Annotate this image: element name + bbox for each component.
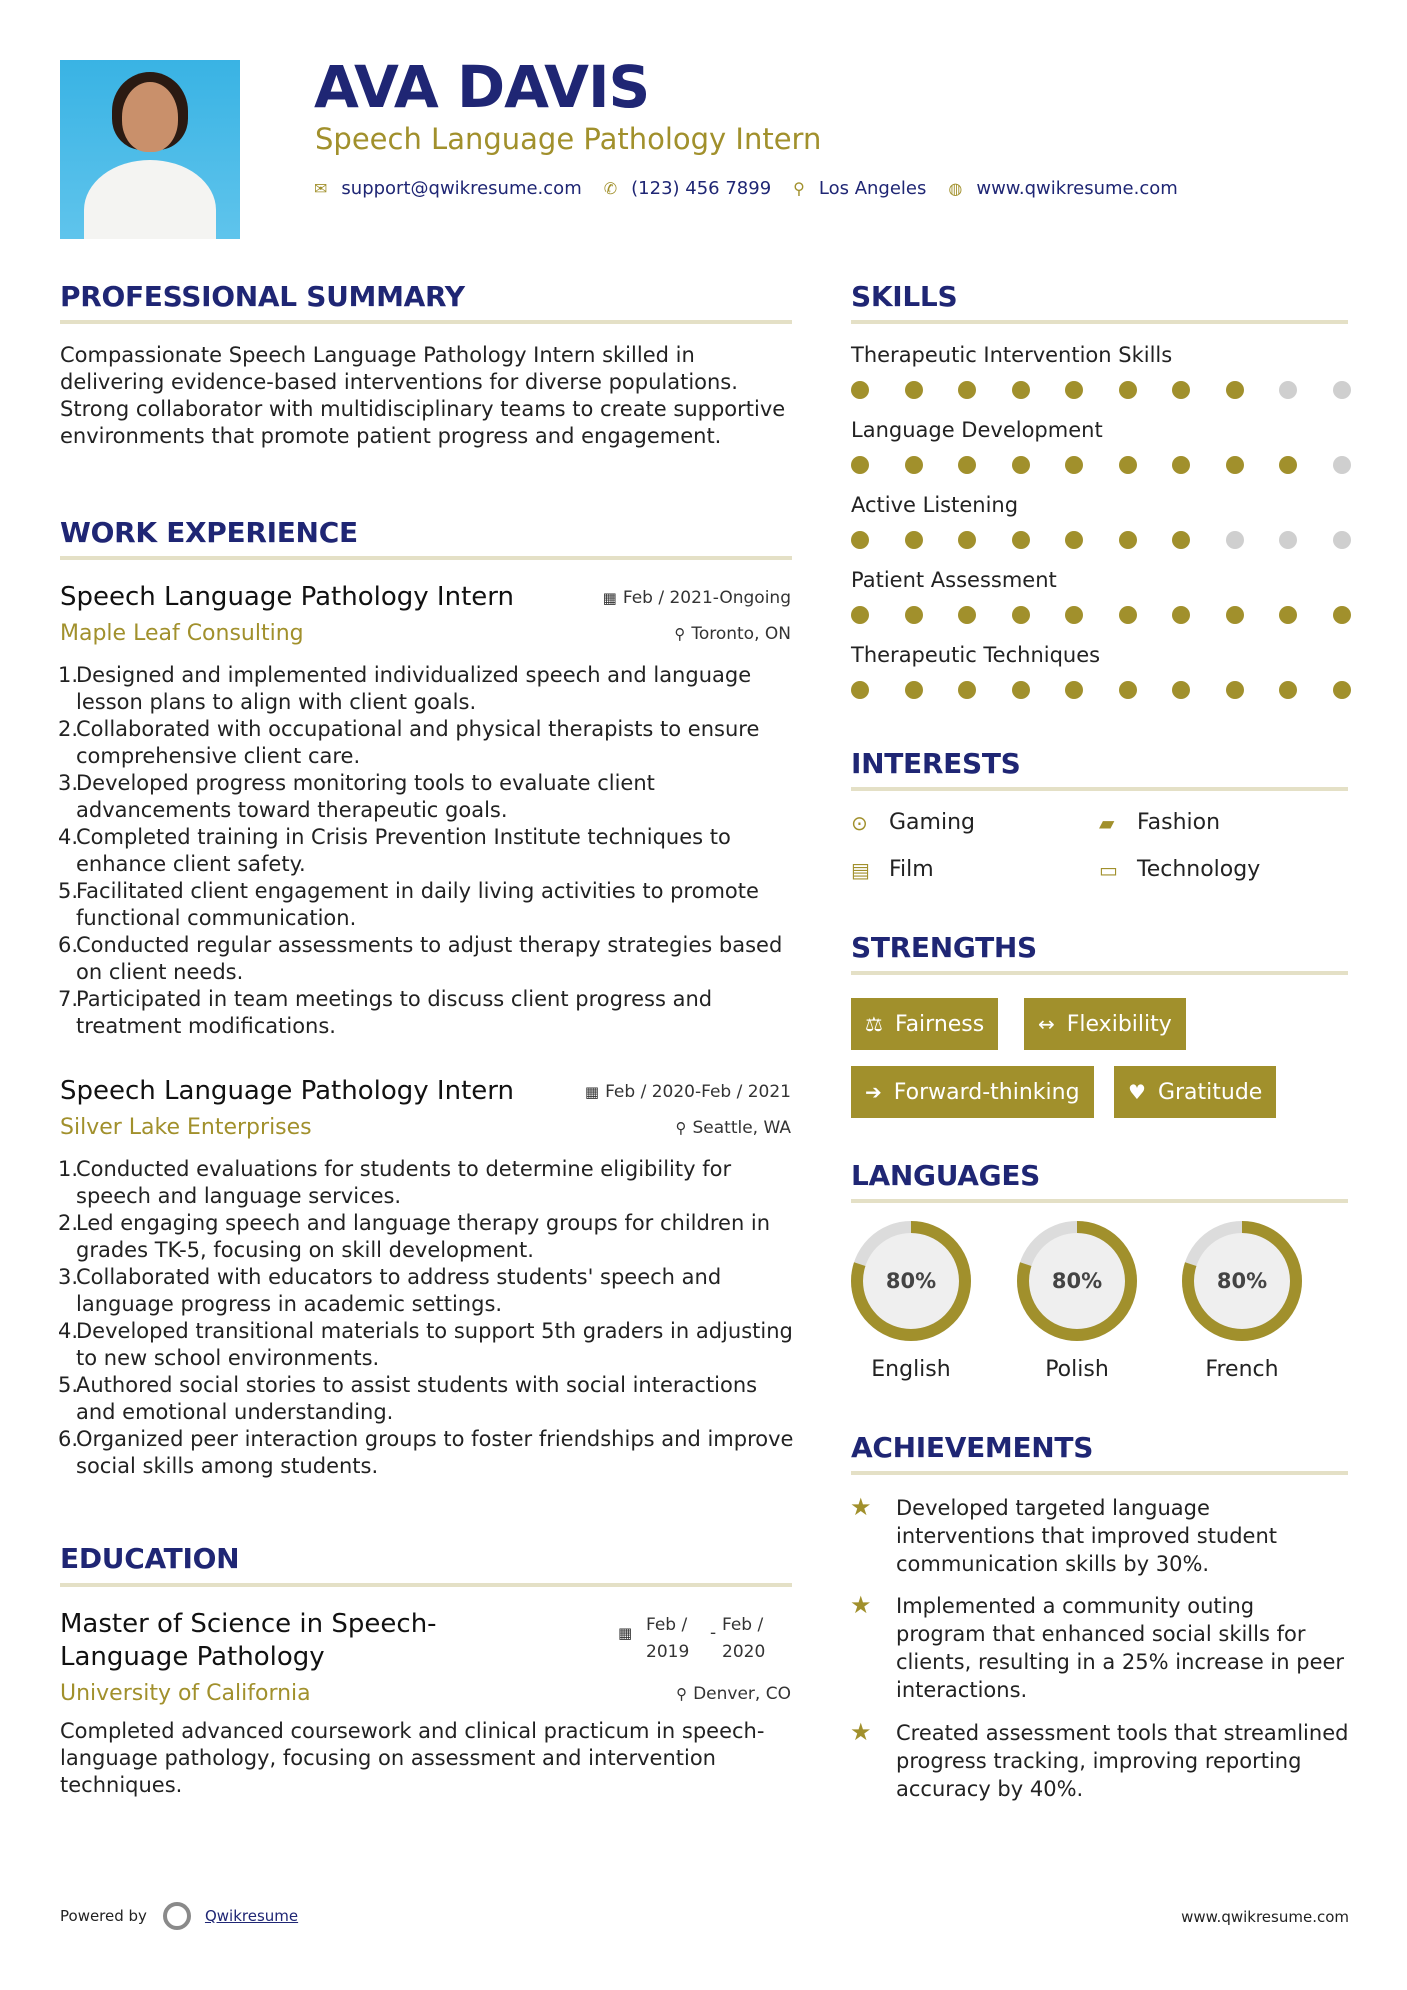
job-duties-list: [58, 662, 798, 1040]
candidate-title: Speech Language Pathology Intern: [315, 122, 822, 156]
skills-divider: [851, 320, 1348, 324]
rating-dot-filled: [905, 531, 923, 549]
rating-dot-filled: [1333, 681, 1351, 699]
job-company: Maple Leaf Consulting: [60, 621, 304, 646]
list-item: 6. Organized peer interaction groups to foster friendships and improve social skills among students.: [58, 1427, 794, 1478]
rating-dot-filled: [1172, 681, 1190, 699]
rating-dot-filled: [1012, 531, 1030, 549]
gamepad-icon: ⊙: [851, 811, 868, 835]
end-line-1: Feb /: [722, 1615, 764, 1635]
interests-heading: INTERESTS: [851, 747, 1021, 780]
rating-dot-filled: [905, 681, 923, 699]
school-name: University of California: [60, 1681, 311, 1706]
rating-dot-filled: [1226, 381, 1244, 399]
strength-fairness: [851, 998, 998, 1050]
list-item: 6. Conducted regular assessments to adjust therapy strategies based on client needs.: [58, 933, 783, 984]
contact-bar: [314, 178, 1200, 199]
phone-icon: ✆: [603, 179, 618, 198]
rating-dot-filled: [1012, 456, 1030, 474]
start-line-2: 2019: [646, 1642, 690, 1662]
interest-label: Gaming: [889, 810, 975, 835]
strength-label: Flexibility: [1066, 1011, 1172, 1037]
star-icon: ★: [850, 1718, 872, 1746]
interests-divider: [851, 787, 1348, 791]
interest-label: Fashion: [1137, 810, 1221, 835]
skill-rating: [851, 381, 1351, 399]
rating-dot-filled: [1012, 606, 1030, 624]
education-heading: EDUCATION: [60, 1542, 240, 1575]
achievement-text: Developed targeted language interventions that improved student communication skills by 30%.: [896, 1496, 1278, 1576]
degree-title: [60, 1608, 437, 1674]
education-description: Completed advanced coursework and clinical practicum in speech-language pathology, focusing on assessment and intervention techniques.: [60, 1719, 765, 1797]
job-dates: [603, 590, 791, 607]
language-name: French: [1205, 1357, 1279, 1382]
languages-heading: LANGUAGES: [851, 1159, 1041, 1192]
language-name: Polish: [1045, 1357, 1109, 1382]
rating-dot-filled: [958, 456, 976, 474]
skill-rating: [851, 681, 1351, 699]
achievements-heading: ACHIEVEMENTS: [851, 1431, 1094, 1464]
skill-name: Therapeutic Techniques: [851, 643, 1101, 667]
rating-dot-filled: [1279, 456, 1297, 474]
skill-rating: [851, 606, 1351, 624]
calendar-icon: ▦: [618, 1624, 633, 1642]
interest-technology: [1099, 859, 1260, 881]
strengths-divider: [851, 971, 1348, 975]
rating-dot-filled: [851, 681, 869, 699]
job-title: Speech Language Pathology Intern: [60, 1076, 514, 1106]
footer-website[interactable]: www.qwikresume.com: [1181, 1908, 1349, 1926]
rating-dot-filled: [1172, 381, 1190, 399]
summary-heading: PROFESSIONAL SUMMARY: [60, 280, 465, 313]
language-percent: 80%: [1051, 1269, 1103, 1293]
strength-label: Fairness: [894, 1011, 985, 1037]
calendar-icon: ▦: [602, 589, 617, 607]
rating-dot-filled: [1119, 681, 1137, 699]
list-item: 7. Participated in team meetings to discuss client progress and treatment modifications.: [58, 987, 713, 1038]
footer-powered-by: [60, 1902, 298, 1930]
list-item: 1. Conducted evaluations for students to determine eligibility for speech and language services.: [58, 1157, 732, 1208]
pin-icon: ⚲: [676, 1685, 688, 1703]
job-title: Speech Language Pathology Intern: [60, 582, 514, 612]
interest-fashion: [1099, 812, 1220, 834]
degree-line-2: Language Pathology: [60, 1642, 325, 1672]
map-marker-icon: ⚲: [793, 179, 805, 198]
rating-dot-filled: [1065, 381, 1083, 399]
rating-dot-filled: [1065, 456, 1083, 474]
language-item: [1180, 1219, 1304, 1382]
rating-dot-filled: [905, 381, 923, 399]
strengths-heading: STRENGTHS: [851, 931, 1037, 964]
languages-divider: [851, 1199, 1348, 1203]
rating-dot-filled: [958, 681, 976, 699]
star-icon: ★: [850, 1591, 872, 1619]
strength-gratitude: [1114, 1066, 1276, 1118]
pin-icon: ⚲: [675, 1119, 687, 1137]
education-divider: [60, 1583, 792, 1587]
list-item: 4. Developed transitional materials to support 5th graders in adjusting to new school environments.: [58, 1319, 793, 1370]
strength-flexibility: [1024, 998, 1186, 1050]
achievement-item: [850, 1719, 1350, 1803]
globe-icon: ◍: [948, 179, 963, 198]
skill-name: Active Listening: [851, 493, 1019, 517]
language-percent: 80%: [885, 1269, 937, 1293]
rating-dot-filled: [1012, 381, 1030, 399]
job-duties-list: [58, 1156, 798, 1480]
balance-scale-icon: ⚖: [865, 1012, 883, 1036]
rating-dot-empty: [1333, 531, 1351, 549]
rating-dot-filled: [958, 531, 976, 549]
skill-name: Patient Assessment: [851, 568, 1057, 592]
qwikresume-logo-icon: [163, 1902, 191, 1930]
rating-dot-filled: [851, 381, 869, 399]
rating-dot-filled: [1226, 606, 1244, 624]
laptop-icon: ▭: [1099, 858, 1118, 882]
achievement-item: [850, 1494, 1350, 1578]
rating-dot-filled: [1226, 456, 1244, 474]
rating-dot-filled: [1119, 456, 1137, 474]
rating-dot-empty: [1226, 531, 1244, 549]
rating-dot-filled: [958, 606, 976, 624]
rating-dot-empty: [1333, 381, 1351, 399]
rating-dot-filled: [1279, 681, 1297, 699]
language-name: English: [871, 1357, 951, 1382]
job-dates-text: Feb / 2021-Ongoing: [622, 588, 791, 608]
achievement-item: [850, 1592, 1350, 1704]
interest-label: Film: [889, 857, 934, 882]
strength-forward-thinking: [851, 1066, 1094, 1118]
rating-dot-empty: [1279, 531, 1297, 549]
rating-dot-filled: [851, 456, 869, 474]
strength-label: Forward-thinking: [893, 1079, 1080, 1105]
job-dates: [585, 1084, 791, 1101]
strength-label: Gratitude: [1157, 1079, 1263, 1105]
end-line-2: 2020: [722, 1642, 766, 1662]
rating-dot-filled: [851, 606, 869, 624]
skill-rating: [851, 456, 1351, 474]
pin-icon: ⚲: [674, 625, 686, 643]
rating-dot-filled: [958, 381, 976, 399]
rating-dot-filled: [851, 531, 869, 549]
rating-dot-filled: [1226, 681, 1244, 699]
film-icon: ▤: [851, 858, 870, 882]
contact-location: Los Angeles: [818, 178, 927, 199]
qwikresume-link[interactable]: Qwikresume: [204, 1907, 299, 1925]
rating-dot-filled: [1119, 531, 1137, 549]
envelope-icon: ✉: [314, 179, 328, 198]
achievement-text: Created assessment tools that streamlined progress tracking, improving reporting accuracy by 40%.: [896, 1721, 1349, 1801]
education-location: [676, 1686, 791, 1703]
summary-text: Compassionate Speech Language Pathology Intern skilled in delivering evidence-based interventions for diverse populations. Strong collaborator with multidisciplinary teams to create supportive environments that promote patient progress and engagement.: [60, 343, 786, 448]
rating-dot-filled: [1172, 606, 1190, 624]
skill-rating: [851, 531, 1351, 549]
list-item: 5. Facilitated client engagement in daily living activities to promote functional communication.: [58, 879, 759, 930]
arrows-horizontal-icon: ↔: [1038, 1012, 1055, 1036]
list-item: 5. Authored social stories to assist students with social interactions and emotional understanding.: [58, 1373, 758, 1424]
star-icon: ★: [850, 1493, 872, 1521]
rating-dot-filled: [905, 606, 923, 624]
list-item: 4. Completed training in Crisis Prevention Institute techniques to enhance client safety.: [58, 825, 731, 876]
rating-dot-filled: [1065, 681, 1083, 699]
rating-dot-empty: [1333, 456, 1351, 474]
experience-heading: WORK EXPERIENCE: [60, 516, 358, 549]
rating-dot-empty: [1279, 381, 1297, 399]
shopping-bag-icon: ▰: [1099, 811, 1115, 835]
job-location: [674, 626, 791, 643]
rating-dot-filled: [1172, 456, 1190, 474]
skill-name: Therapeutic Intervention Skills: [851, 343, 1173, 367]
education-location-text: Denver, CO: [693, 1684, 791, 1704]
interest-film: [851, 859, 934, 881]
powered-by-label: Powered by: [60, 1907, 147, 1925]
list-item: 2. Collaborated with occupational and physical therapists to ensure comprehensive client care.: [58, 717, 760, 768]
rating-dot-filled: [1065, 606, 1083, 624]
language-item: [849, 1219, 973, 1382]
list-item: 3. Collaborated with educators to address students' speech and language progress in academic settings.: [58, 1265, 722, 1316]
job-dates-text: Feb / 2020-Feb / 2021: [605, 1082, 791, 1102]
job-company: Silver Lake Enterprises: [60, 1115, 312, 1140]
experience-divider: [60, 556, 792, 560]
skills-heading: SKILLS: [851, 280, 958, 313]
start-line-1: Feb /: [646, 1615, 688, 1635]
contact-phone[interactable]: (123) 456 7899: [631, 178, 772, 199]
achievement-text: Implemented a community outing program that enhanced social skills for clients, resulting in a 25% increase in peer interactions.: [896, 1594, 1345, 1702]
date-dash: -: [710, 1623, 717, 1643]
job-location-text: Seattle, WA: [692, 1118, 791, 1138]
rating-dot-filled: [905, 456, 923, 474]
job-location: [676, 1120, 792, 1137]
rating-dot-filled: [1012, 681, 1030, 699]
profile-photo: [60, 60, 240, 239]
degree-line-1: Master of Science in Speech-: [60, 1609, 437, 1639]
calendar-icon: ▦: [584, 1083, 600, 1101]
rating-dot-filled: [1065, 531, 1083, 549]
list-item: 3. Developed progress monitoring tools to evaluate client advancements toward therapeutic goals.: [58, 771, 655, 822]
achievements-divider: [851, 1471, 1348, 1475]
rating-dot-filled: [1119, 606, 1137, 624]
contact-website[interactable]: www.qwikresume.com: [976, 178, 1178, 199]
skill-name: Language Development: [851, 418, 1103, 442]
rating-dot-filled: [1279, 606, 1297, 624]
contact-email[interactable]: support@qwikresume.com: [341, 178, 582, 199]
list-item: 2. Led engaging speech and language therapy groups for children in grades TK-5, focusing on skill development.: [58, 1211, 771, 1262]
interest-label: Technology: [1137, 857, 1261, 882]
rating-dot-filled: [1333, 606, 1351, 624]
list-item: 1. Designed and implemented individualized speech and language lesson plans to align with client goals.: [58, 663, 752, 714]
language-percent: 80%: [1216, 1269, 1268, 1293]
rating-dot-filled: [1119, 381, 1137, 399]
job-location-text: Toronto, ON: [691, 624, 791, 644]
summary-divider: [60, 320, 792, 324]
heart-icon: ♥: [1128, 1080, 1146, 1104]
rating-dot-filled: [1172, 531, 1190, 549]
candidate-name: AVA DAVIS: [314, 53, 650, 121]
interest-gaming: [851, 812, 975, 834]
arrow-right-icon: ➔: [865, 1080, 882, 1104]
language-item: [1015, 1219, 1139, 1382]
